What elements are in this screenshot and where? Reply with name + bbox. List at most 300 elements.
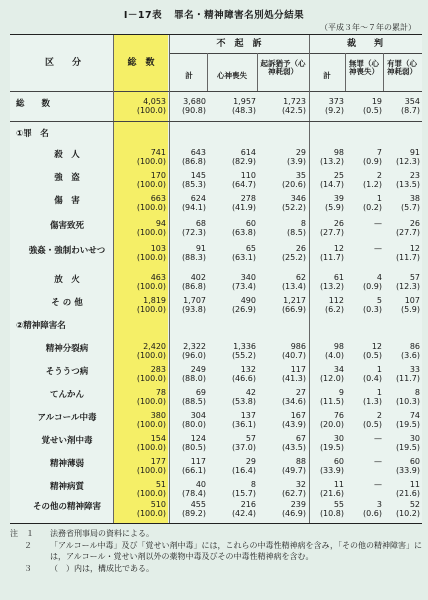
- percentage: (0.5): [363, 351, 382, 361]
- footnote-text: 「アルコール中毒」及び「覚せい剤中毒」には，これらの中毒性精神病を含み，「その他の精神障害」には，アルコール・覚せい剤以外の薬物中毒及びその中毒性精神病を含む。: [50, 540, 422, 562]
- count: 76: [333, 411, 344, 420]
- count: 57: [245, 434, 256, 443]
- value-cell: [137, 171, 166, 189]
- count: 112: [328, 296, 344, 305]
- percentage: (85.3): [181, 180, 206, 190]
- value-cell: [182, 365, 206, 383]
- count: 98: [333, 148, 344, 157]
- value-cell: [401, 296, 420, 314]
- percentage: (46.6): [231, 374, 256, 384]
- value-cell: [232, 219, 256, 237]
- count: 33: [409, 365, 420, 374]
- percentage: (88.3): [181, 253, 206, 263]
- count: 65: [245, 244, 256, 253]
- value-cell: [396, 219, 420, 237]
- percentage: (19.5): [319, 443, 344, 453]
- count: 124: [190, 434, 206, 443]
- value-cell: [396, 273, 420, 291]
- count: 78: [155, 388, 166, 397]
- value-cell: [137, 273, 166, 291]
- count: 39: [333, 194, 344, 203]
- percentage: (33.9): [319, 466, 344, 476]
- value-cell: [396, 148, 420, 166]
- count: 7: [376, 148, 382, 157]
- value-cell: [374, 219, 382, 228]
- row-label: 覚せい剤中毒: [41, 436, 93, 446]
- row-label: 殺 人: [54, 150, 80, 160]
- count: 167: [290, 411, 306, 420]
- percentage: (19.5): [395, 420, 420, 430]
- percentage: (43.9): [281, 420, 306, 430]
- value-cell: [282, 434, 306, 452]
- percentage: (93.8): [181, 305, 206, 315]
- value-cell: [137, 342, 166, 360]
- percentage: (15.7): [231, 489, 256, 499]
- count: 38: [409, 194, 420, 203]
- value-cell: [282, 411, 306, 429]
- percentage: (11.7): [395, 374, 420, 384]
- percentage: (0.3): [363, 305, 382, 315]
- count: 154: [150, 434, 166, 443]
- count: 304: [190, 411, 206, 420]
- count: 8: [300, 219, 306, 228]
- table-row-other-disorder: [10, 498, 422, 522]
- count: 60: [409, 457, 420, 466]
- value-cell: [282, 457, 306, 475]
- count: 346: [290, 194, 306, 203]
- percentage: (21.6): [319, 489, 344, 499]
- count: 12: [333, 244, 344, 253]
- value-cell: [363, 500, 382, 518]
- row-label: 放 火: [54, 275, 80, 285]
- percentage: (46.9): [281, 509, 306, 519]
- value-cell: [182, 388, 206, 406]
- header-sub-acquittal: 無罪（心神喪失）: [349, 59, 379, 76]
- percentage: (36.1): [231, 420, 256, 430]
- percentage: (100.0): [136, 282, 166, 292]
- percentage: (49.7): [281, 466, 306, 476]
- value-cell: [363, 148, 382, 166]
- value-cell: [401, 194, 420, 212]
- percentage: (88.5): [181, 397, 206, 407]
- count: 29: [295, 148, 306, 157]
- percentage: (100.0): [136, 351, 166, 361]
- percentage: (19.5): [395, 443, 420, 453]
- count: 11: [333, 480, 344, 489]
- count: 91: [195, 244, 206, 253]
- count: 283: [150, 365, 166, 374]
- percentage: (20.0): [319, 420, 344, 430]
- percentage: (42.4): [231, 509, 256, 519]
- percentage: (100.0): [136, 443, 166, 453]
- count: 27: [295, 388, 306, 397]
- row-label: 強姦・強制わいせつ: [28, 246, 106, 256]
- count: 490: [240, 296, 256, 305]
- table-row-manic-depression: [10, 363, 422, 387]
- value-cell: [396, 244, 420, 262]
- count: 986: [290, 342, 306, 351]
- count: 2: [376, 411, 382, 420]
- value-cell: [137, 244, 166, 262]
- value-cell: [182, 171, 206, 189]
- value-cell: [182, 194, 206, 212]
- percentage: (78.4): [181, 489, 206, 499]
- value-cell: [363, 97, 382, 115]
- percentage: (13.2): [319, 157, 344, 167]
- count: —: [374, 457, 382, 466]
- count: 23: [409, 171, 420, 180]
- footnote-text: 法務省刑事局の資料による。: [50, 529, 154, 538]
- value-cell: [182, 244, 206, 262]
- percentage: (14.7): [319, 180, 344, 190]
- count: 68: [195, 219, 206, 228]
- percentage: (63.1): [231, 253, 256, 263]
- table-row-epilepsy: [10, 386, 422, 410]
- value-cell: [182, 480, 206, 498]
- count: 29: [245, 457, 256, 466]
- row-label: そううつ病: [45, 367, 89, 377]
- count: 12: [371, 342, 382, 351]
- value-cell: [320, 244, 344, 262]
- count: 1,336: [233, 342, 256, 351]
- count: 34: [333, 365, 344, 374]
- value-cell: [396, 457, 420, 475]
- value-cell: [137, 219, 166, 237]
- value-cell: [182, 296, 206, 314]
- count: 340: [240, 273, 256, 282]
- value-cell: [401, 97, 420, 115]
- percentage: (100.0): [136, 374, 166, 384]
- value-cell: [282, 273, 306, 291]
- value-cell: [363, 388, 382, 406]
- value-cell: [320, 365, 344, 383]
- count: 216: [240, 500, 256, 509]
- value-cell: [363, 171, 382, 189]
- table-row-mental-retardation: [10, 455, 422, 479]
- count: 35: [295, 171, 306, 180]
- percentage: (25.2): [281, 253, 306, 263]
- count: 117: [190, 457, 206, 466]
- percentage: (63.8): [231, 228, 256, 238]
- percentage: (8.7): [401, 106, 420, 116]
- count: 4,053: [143, 97, 166, 106]
- percentage: (52.2): [281, 203, 306, 213]
- value-cell: [182, 500, 206, 518]
- count: —: [374, 244, 382, 253]
- value-cell: [320, 411, 344, 429]
- value-cell: [320, 171, 344, 189]
- value-cell: [363, 194, 382, 212]
- count: 1,819: [143, 296, 166, 305]
- count: 741: [150, 148, 166, 157]
- value-cell: [137, 457, 166, 475]
- value-cell: [137, 148, 166, 166]
- value-cell: [396, 388, 420, 406]
- row-label: 総 数: [16, 99, 51, 109]
- table-row-murder: [10, 146, 422, 170]
- value-cell: [282, 342, 306, 360]
- percentage: (86.8): [181, 282, 206, 292]
- value-cell: [232, 342, 256, 360]
- footnote-number: ３: [24, 563, 32, 573]
- percentage: (11.7): [395, 253, 420, 263]
- percentage: (5.9): [401, 305, 420, 315]
- table-row-rape: [10, 242, 422, 266]
- value-cell: [137, 365, 166, 383]
- value-cell: [325, 194, 344, 212]
- table-title-text: 罪名・精神障害名別処分結果: [174, 10, 305, 21]
- row-label: 傷 害: [54, 196, 80, 206]
- row-label: てんかん: [49, 390, 84, 400]
- footnote-number: ２: [24, 540, 32, 550]
- period-note: （平成３年～７年の累計）: [320, 23, 416, 32]
- value-cell: [232, 388, 256, 406]
- value-cell: [137, 97, 166, 115]
- percentage: (1.2): [363, 180, 382, 190]
- percentage: (100.0): [136, 397, 166, 407]
- percentage: (8.5): [287, 228, 306, 238]
- value-cell: [182, 342, 206, 360]
- value-cell: [363, 342, 382, 360]
- value-cell: [282, 388, 306, 406]
- percentage: (3.9): [287, 157, 306, 167]
- percentage: (41.9): [231, 203, 256, 213]
- count: 60: [245, 219, 256, 228]
- value-cell: [137, 388, 166, 406]
- percentage: (10.8): [319, 509, 344, 519]
- percentage: (11.7): [319, 253, 344, 263]
- value-cell: [232, 296, 256, 314]
- value-cell: [374, 480, 382, 489]
- percentage: (100.0): [136, 203, 166, 213]
- percentage: (0.5): [363, 106, 382, 116]
- count: —: [374, 480, 382, 489]
- value-cell: [396, 500, 420, 518]
- value-cell: [363, 296, 382, 314]
- percentage: (100.0): [136, 509, 166, 519]
- count: 1,707: [183, 296, 206, 305]
- table-row-schizophrenia: [10, 340, 422, 364]
- percentage: (4.0): [325, 351, 344, 361]
- count: 117: [290, 365, 306, 374]
- percentage: (0.5): [363, 420, 382, 430]
- count: 26: [295, 244, 306, 253]
- percentage: (100.0): [136, 253, 166, 263]
- value-cell: [232, 480, 256, 498]
- percentage: (26.9): [231, 305, 256, 315]
- percentage: (27.7): [395, 228, 420, 238]
- value-cell: [232, 148, 256, 166]
- table-row-other-crime: [10, 294, 422, 318]
- percentage: (100.0): [136, 106, 166, 116]
- footnote-number: 注 １: [10, 529, 34, 538]
- row-label: そ の 他: [51, 298, 83, 308]
- value-cell: [232, 244, 256, 262]
- section-heading: ①罪 名: [16, 129, 49, 139]
- count: —: [374, 219, 382, 228]
- value-cell: [137, 296, 166, 314]
- count: 26: [409, 219, 420, 228]
- percentage: (0.6): [363, 509, 382, 519]
- percentage: (100.0): [136, 305, 166, 315]
- value-cell: [363, 411, 382, 429]
- table-row-injury: [10, 192, 422, 216]
- percentage: (5.9): [325, 203, 344, 213]
- percentage: (89.2): [181, 509, 206, 519]
- percentage: (0.2): [363, 203, 382, 213]
- value-cell: [374, 434, 382, 443]
- header-trial: 裁 判: [346, 39, 383, 49]
- value-cell: [396, 434, 420, 452]
- percentage: (16.4): [231, 466, 256, 476]
- percentage: (27.7): [319, 228, 344, 238]
- value-cell: [137, 434, 166, 452]
- percentage: (100.0): [136, 466, 166, 476]
- percentage: (12.3): [395, 282, 420, 292]
- percentage: (20.6): [281, 180, 306, 190]
- percentage: (10.3): [395, 397, 420, 407]
- count: 32: [295, 480, 306, 489]
- count: 354: [404, 97, 420, 106]
- count: 643: [190, 148, 206, 157]
- percentage: (48.3): [231, 106, 256, 116]
- value-cell: [282, 500, 306, 518]
- value-cell: [287, 219, 306, 237]
- value-cell: [137, 411, 166, 429]
- count: 9: [338, 388, 344, 397]
- count: 52: [409, 500, 420, 509]
- footnote-text: （ ）内は，構成比である。: [50, 563, 154, 573]
- value-cell: [182, 148, 206, 166]
- percentage: (100.0): [136, 228, 166, 238]
- value-cell: [320, 480, 344, 498]
- count: 69: [195, 388, 206, 397]
- value-cell: [182, 273, 206, 291]
- count: 42: [245, 388, 256, 397]
- value-cell: [374, 457, 382, 466]
- footnote: [10, 540, 422, 563]
- footnote: [10, 528, 422, 540]
- value-cell: [282, 171, 306, 189]
- percentage: (80.0): [181, 420, 206, 430]
- count: 510: [150, 500, 166, 509]
- count: 8: [250, 480, 256, 489]
- count: 132: [240, 365, 256, 374]
- value-cell: [137, 480, 166, 498]
- percentage: (82.9): [231, 157, 256, 167]
- count: 2: [376, 171, 382, 180]
- count: 88: [295, 457, 306, 466]
- value-cell: [182, 97, 206, 115]
- count: 177: [150, 457, 166, 466]
- value-cell: [232, 97, 256, 115]
- count: 455: [190, 500, 206, 509]
- value-cell: [320, 434, 344, 452]
- count: 1: [376, 388, 382, 397]
- percentage: (86.8): [181, 157, 206, 167]
- percentage: (88.0): [181, 374, 206, 384]
- count: 107: [404, 296, 420, 305]
- count: 110: [240, 171, 256, 180]
- percentage: (90.8): [181, 106, 206, 116]
- value-cell: [320, 219, 344, 237]
- count: 5: [376, 296, 382, 305]
- count: 61: [333, 273, 344, 282]
- value-cell: [282, 296, 306, 314]
- count: 1,723: [283, 97, 306, 106]
- percentage: (13.5): [395, 180, 420, 190]
- percentage: (64.7): [231, 180, 256, 190]
- count: 51: [155, 480, 166, 489]
- value-cell: [401, 342, 420, 360]
- count: 170: [150, 171, 166, 180]
- count: 278: [240, 194, 256, 203]
- percentage: (0.4): [363, 374, 382, 384]
- value-cell: [282, 244, 306, 262]
- header-sub-suspended: 起訴猶予（心神耗弱）: [260, 59, 306, 76]
- count: 19: [371, 97, 382, 106]
- count: 40: [195, 480, 206, 489]
- count: 1,957: [233, 97, 256, 106]
- percentage: (73.4): [231, 282, 256, 292]
- percentage: (40.7): [281, 351, 306, 361]
- count: 2,420: [143, 342, 166, 351]
- value-cell: [325, 342, 344, 360]
- count: 25: [333, 171, 344, 180]
- value-cell: [137, 500, 166, 518]
- percentage: (100.0): [136, 180, 166, 190]
- table-number: I－17表: [123, 10, 163, 21]
- value-cell: [325, 97, 344, 115]
- percentage: (34.6): [281, 397, 306, 407]
- header-sub-total-2: 計: [323, 71, 331, 80]
- header-category: 区 分: [44, 58, 81, 68]
- value-cell: [232, 273, 256, 291]
- header-total: 総 数: [127, 58, 155, 68]
- header-prosecution: 不 起 訴: [216, 39, 262, 49]
- count: 3: [376, 500, 382, 509]
- table-row-stimulant: [10, 432, 422, 456]
- row-label: 精神分裂病: [45, 344, 89, 354]
- table-row-alcohol: [10, 409, 422, 433]
- value-cell: [320, 457, 344, 475]
- count: 624: [190, 194, 206, 203]
- count: 380: [150, 411, 166, 420]
- header-sub-conviction: 有罪（心神耗弱）: [387, 59, 417, 76]
- percentage: (100.0): [136, 157, 166, 167]
- count: 11: [409, 480, 420, 489]
- value-cell: [396, 411, 420, 429]
- value-cell: [363, 365, 382, 383]
- count: 57: [409, 273, 420, 282]
- value-cell: [396, 171, 420, 189]
- count: 86: [409, 342, 420, 351]
- percentage: (53.8): [231, 397, 256, 407]
- count: 30: [333, 434, 344, 443]
- count: 2,322: [183, 342, 206, 351]
- value-cell: [320, 148, 344, 166]
- value-cell: [232, 411, 256, 429]
- count: 26: [333, 219, 344, 228]
- table-title: [0, 7, 428, 21]
- count: 67: [295, 434, 306, 443]
- value-cell: [374, 244, 382, 253]
- percentage: (10.2): [395, 509, 420, 519]
- percentage: (0.9): [363, 157, 382, 167]
- count: —: [374, 434, 382, 443]
- count: 249: [190, 365, 206, 374]
- count: 103: [150, 244, 166, 253]
